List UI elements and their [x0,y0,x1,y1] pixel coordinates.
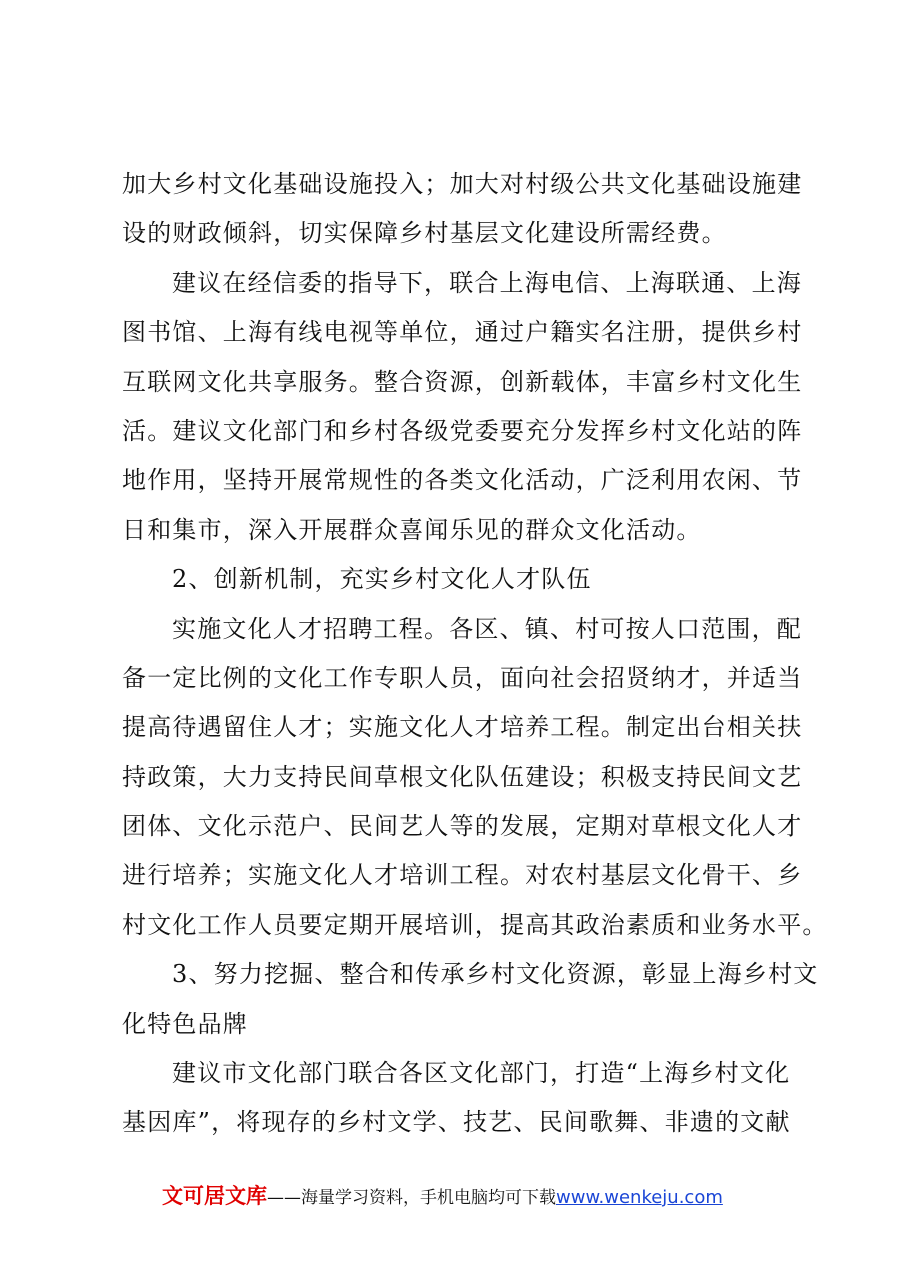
text-line: 日和集市，深入开展群众喜闻乐见的群众文化活动。 [122,515,702,544]
text-line: 活。建议文化部门和乡村各级党委要充分发挥乡村文化站的阵 [122,416,803,445]
text-line: 团体、文化示范户、民间艺人等的发展，定期对草根文化人才 [122,812,803,841]
paragraph-start-line: 建议市文化部门联合各区文化部门，打造“上海乡村文化 [172,1059,791,1088]
footer-website-link[interactable]: www.wenkeju.com [556,1187,723,1208]
text-line: 备一定比例的文化工作专职人员，面向社会招贤纳才，并适当 [122,663,803,692]
section-heading-continuation: 化特色品牌 [122,1009,248,1038]
text-line: 进行培养；实施文化人才培训工程。对农村基层文化骨干、乡 [122,861,803,890]
text-line: 图书馆、上海有线电视等单位，通过户籍实名注册，提供乡村 [122,318,803,347]
document-body [122,160,828,1148]
section-heading: 3、努力挖掘、整合和传承乡村文化资源，彰显上海乡村文 [172,960,819,989]
text-line: 地作用，坚持开展常规性的各类文化活动，广泛利用农闲、节 [122,466,803,495]
paragraph-start-line: 建议在经信委的指导下，联合上海电信、上海联通、上海 [172,268,802,297]
text-line: 基因库”，将现存的乡村文学、技艺、民间歌舞、非遗的文献 [122,1108,791,1137]
text-line: 村文化工作人员要定期开展培训，提高其政治素质和业务水平。 [122,910,828,939]
text-line: 加大乡村文化基础设施投入；加大对村级公共文化基础设施建 [122,170,803,198]
footer-banner [162,1180,723,1212]
text-line: 设的财政倾斜，切实保障乡村基层文化建设所需经费。 [122,219,727,248]
footer-tagline: ——海量学习资料，手机电脑均可下载 [267,1188,556,1208]
text-line: 持政策，大力支持民间草根文化队伍建设；积极支持民间文艺 [122,762,803,791]
text-line: 互联网文化共享服务。整合资源，创新载体，丰富乡村文化生 [122,367,803,396]
section-heading: 2、创新机制，充实乡村文化人才队伍 [172,565,592,594]
text-line: 提高待遇留住人才；实施文化人才培养工程。制定出台相关扶 [122,713,803,742]
footer-brand: 文可居文库 [162,1184,267,1208]
paragraph-start-line: 实施文化人才招聘工程。各区、镇、村可按人口范围，配 [172,614,802,643]
